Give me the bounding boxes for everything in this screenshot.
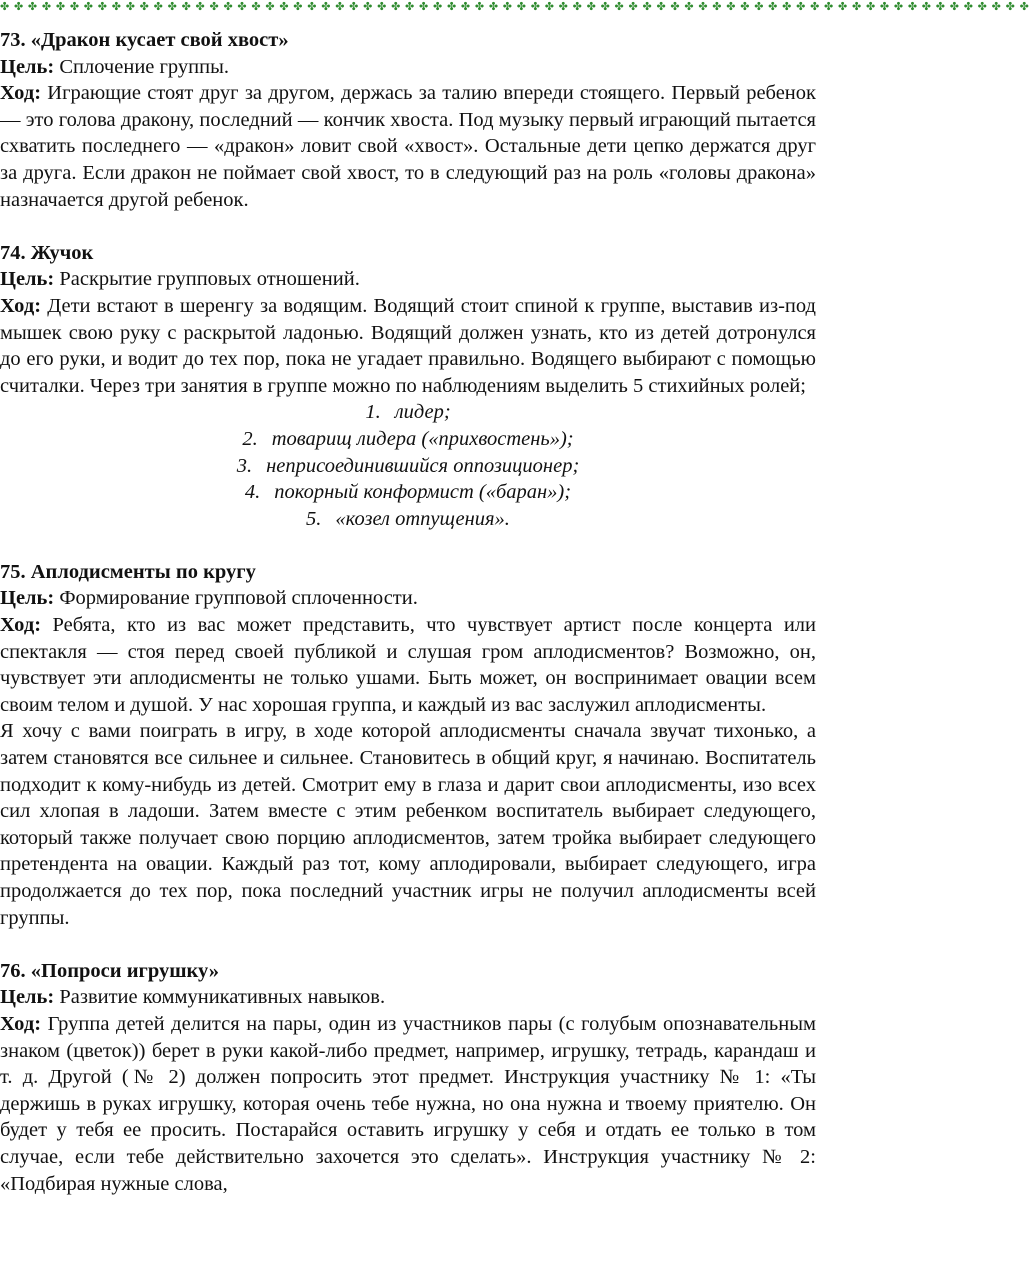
goal-label: Цель: [0, 587, 55, 610]
decorative-border: ✤ ✤ ✤ ✤ ✤ ✤ ✤ ✤ ✤ ✤ ✤ ✤ ✤ ✤ ✤ ✤ ✤ ✤ ✤ ✤ ✤ ✤ ✤ ✤ ✤ ✤ ✤ ✤ ✤ ✤ ✤ ✤ ✤ ✤ ✤ ✤ ✤ ✤ ✤ ✤ ✤ ✤ ✤ ✤ ✤ ✤ ✤ ✤ ✤ ✤ ✤ ✤ ✤ ✤ ✤ ✤ ✤ ✤ ✤ ✤ ✤ ✤ ✤ ✤ ✤ ✤ ✤ ✤ ✤ ✤ ✤ ✤ ✤ ✤ [0, 1, 1030, 13]
game-move [0, 1011, 816, 1197]
list-item-number: 2. [242, 427, 258, 450]
game-section-73 [0, 27, 816, 213]
move-label: Ход: [0, 82, 42, 105]
goal-text: Сплочение группы. [54, 55, 229, 78]
list-item-text: товарищ лидера («прихвостень»); [271, 427, 574, 450]
list-item-number: 1. [365, 401, 381, 424]
goal-label: Цель: [0, 986, 55, 1009]
game-title: 75. Аплодисменты по кругу [0, 560, 256, 583]
game-title: 73. «Дракон кусает свой хвост» [0, 29, 289, 51]
game-goal [0, 585, 816, 612]
roles-list [0, 399, 816, 532]
goal-text: Развитие коммуникативных навыков. [54, 986, 386, 1009]
game-goal [0, 266, 816, 293]
move-text: Группа детей делится на пары, один из участников пары (с голубым опознавательным знаком (цветок)) берет в руки какой-либо предмет, например, игрушку, тетрадь, карандаш и т. д. Другой (№ 2) должен попросить этот предмет. Инструкция участнику № 1: «Ты держишь в руках игрушку, которая очень тебе нужна, но она нужна и твоему приятелю. Он будет у тебя ее просить. Постарайся оставить игрушку у себя и отдать ее только в том случае, если тебе действительно захочется это сделать». Инструкция участнику № 2: «Подбирая нужные слова, [0, 1012, 816, 1195]
list-item [0, 479, 816, 506]
list-item-text: покорный конформист («баран»); [274, 481, 572, 504]
document-page [0, 27, 816, 1197]
list-item [0, 399, 816, 426]
move-text: Ребята, кто из вас может представить, что чувствует артист после концерта или спектакля — стоя перед своей публикой и слушая гром аплодисментов? Возможно, он, чувствует эти аплодисменты не только ушами. Быть может, он воспринимает овации всем своим телом и душой. У нас хорошая группа, и каждый из вас заслужил аплодисменты. [0, 614, 816, 716]
game-section-76 [0, 958, 816, 1197]
game-move [0, 612, 816, 718]
list-item-text: «козел отпущения». [335, 507, 510, 530]
move-text: Дети встают в шеренгу за водящим. Водящий стоит спиной к группе, выставив из-под мышек свою руку с раскрытой ладонью. Водящий должен узнать, кто из детей дотронулся до его руки, и водит до тех пор, пока не угадает правильно. Водящего выбирают с помощью считалки. Через три занятия в группе можно по наблюдениям выделить 5 стихийных ролей; [0, 294, 816, 397]
list-item-text: лидер; [394, 401, 451, 424]
game-move [0, 293, 816, 399]
list-item-number: 3. [236, 454, 253, 477]
game-section-75 [0, 559, 816, 931]
move-text: Играющие стоят друг за другом, держась за талию впереди стоящего. Первый ребенок — это голова дракону, последний — кончик хвоста. Под музыку первый играющий пытается схватить последнего — «дракон» ловит свой «хвост». Остальные дети цепко держатся друг за друга. Если дракон не поймает свой хвост, то в следующий раз на роль «головы дракона» назначается другой ребенок. [0, 82, 816, 211]
list-item [0, 506, 816, 533]
goal-text: Раскрытие групповых отношений. [54, 268, 360, 291]
move-label: Ход: [0, 294, 42, 317]
game-goal [0, 54, 816, 81]
list-item-number: 4. [244, 481, 261, 504]
game-title: 76. «Попроси игрушку» [0, 959, 220, 982]
game-move-continued: Я хочу с вами поиграть в игру, в ходе которой аплодисменты сначала звучат тихонько, а затем становятся все сильнее и сильнее. Становитесь в общий круг, я начинаю. Воспитатель подходит к кому-нибудь из детей. Смотрит ему в глаза и дарит свои аплодисменты, изо всех сил хлопая в ладоши. Затем вместе с этим ребенком воспитатель выбирает следующего, который также получает свою порцию аплодисментов, затем тройка выбирает следующего претендента на овации. Каждый раз тот, кому аплодировали, выбирает следующего, игра продолжается до тех пор, пока последний участник игры не получил аплодисменты всей группы. [0, 720, 816, 929]
game-goal [0, 984, 816, 1011]
game-move [0, 80, 816, 213]
game-section-74 [0, 240, 816, 533]
goal-label: Цель: [0, 268, 55, 291]
goal-label: Цель: [0, 55, 55, 78]
list-item-text: неприсоединившийся оппозиционер; [266, 454, 580, 477]
list-item [0, 426, 816, 453]
game-title: 74. Жучок [0, 241, 94, 264]
move-label: Ход: [0, 1012, 42, 1035]
list-item-number: 5. [306, 507, 322, 530]
list-item [0, 453, 816, 480]
goal-text: Формирование групповой сплоченности. [54, 587, 418, 610]
move-label: Ход: [0, 614, 42, 637]
